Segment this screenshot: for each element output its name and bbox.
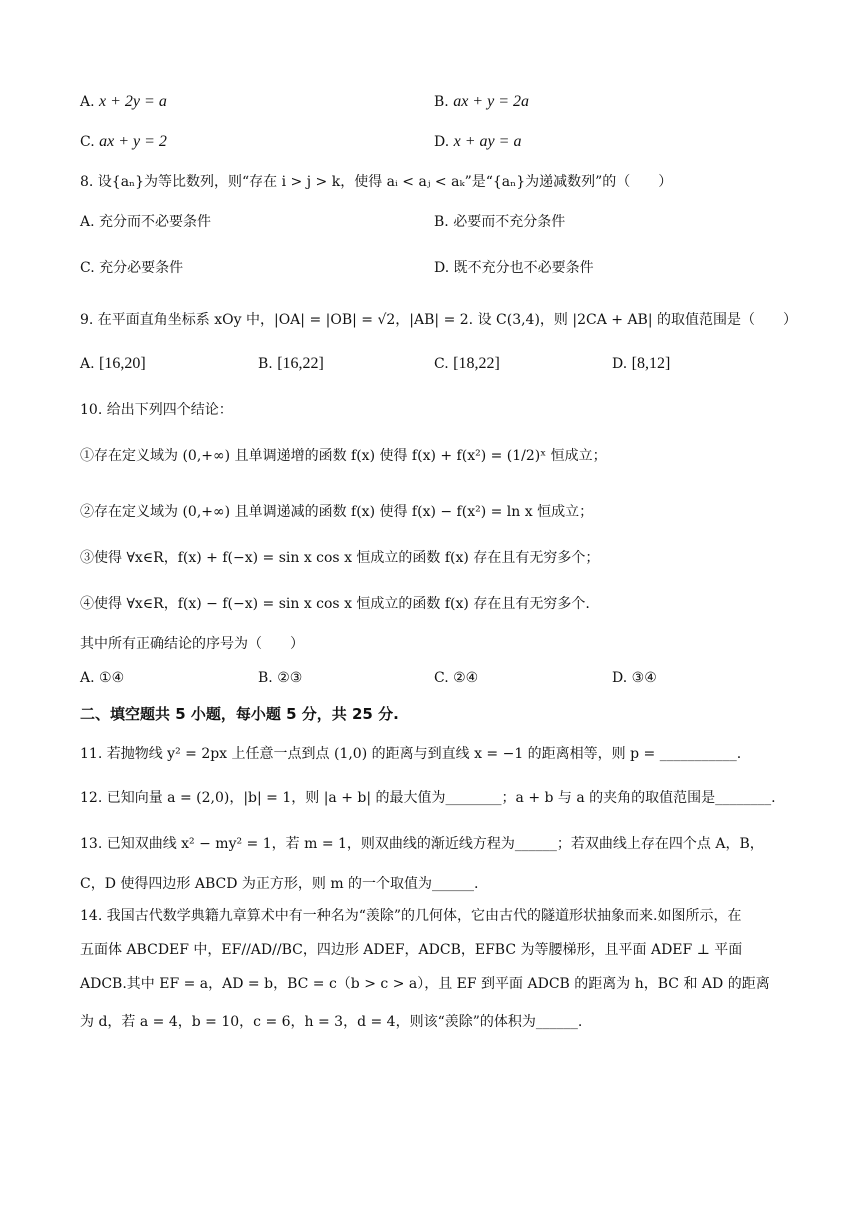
q10-item-1: ①存在定义域为 (0,+∞) 且单调递增的函数 f(x) 使得 f(x) + f(x²) = (1/2)ˣ 恒成立；: [80, 448, 607, 464]
q11-text: 11. 若抛物线 y² = 2px 上任意一点到点 (1,0) 的距离与到直线 x = −1 的距离相等，则 p = ___________.: [80, 746, 742, 762]
q10-item-3: ③使得 ∀x∈R，f(x) + f(−x) = sin x cos x 恒成立的函数 f(x) 存在且有无穷多个；: [80, 550, 600, 566]
q14-line-3: ADCB.其中 EF = a，AD = b，BC = c（b > c > a），且 EF 到平面 ADCB 的距离为 h，BC 和 AD 的距离: [80, 976, 770, 992]
q9-stem: 9. 在平面直角坐标系 xOy 中，|OA| = |OB| = √2，|AB| = 2. 设 C(3,4)，则 |2CA + AB| 的取值范围是（ ）: [80, 312, 798, 328]
q12-text: 12. 已知向量 a = (2,0)，|b| = 1，则 |a + b| 的最大值为________；a + b 与 a 的夹角的取值范围是________.: [80, 790, 776, 806]
q7-option-c: C. ax + y = 2: [80, 133, 167, 150]
q10-option-c: C. ②④: [434, 670, 479, 686]
q7-option-a: A. x + 2y = a: [80, 93, 167, 110]
q9-option-c: C. [18,22]: [434, 355, 500, 372]
q13-line-1: 13. 已知双曲线 x² − my² = 1，若 m = 1，则双曲线的渐近线方程为______；若双曲线上存在四个点 A，B，: [80, 836, 764, 852]
q7-option-b: B. ax + y = 2a: [434, 93, 529, 110]
q10-stem: 10. 给出下列四个结论：: [80, 402, 233, 418]
section-heading: 二、填空题共 5 小题，每小题 5 分，共 25 分.: [80, 705, 399, 723]
q14-line-4: 为 d，若 a = 4，b = 10，c = 6，h = 3，d = 4，则该“羡除”的体积为______.: [80, 1014, 583, 1030]
q8-option-a: A. 充分而不必要条件: [80, 214, 212, 230]
q10-item-4: ④使得 ∀x∈R，f(x) − f(−x) = sin x cos x 恒成立的函数 f(x) 存在且有无穷多个.: [80, 596, 590, 612]
q10-option-a: A. ①④: [80, 670, 125, 686]
q7-option-d: D. x + ay = a: [434, 133, 522, 150]
q8-option-d: D. 既不充分也不必要条件: [434, 260, 594, 276]
q9-option-d: D. [8,12]: [612, 355, 671, 372]
q10-item-2: ②存在定义域为 (0,+∞) 且单调递减的函数 f(x) 使得 f(x) − f(x²) = ln x 恒成立；: [80, 504, 594, 520]
q8-option-c: C. 充分必要条件: [80, 260, 184, 276]
q9-option-a: A. [16,20]: [80, 355, 146, 372]
q9-option-b: B. [16,22]: [258, 355, 324, 372]
q13-line-2: C，D 使得四边形 ABCD 为正方形，则 m 的一个取值为______.: [80, 876, 479, 892]
q8-option-b: B. 必要而不充分条件: [434, 214, 566, 230]
q10-option-d: D. ③④: [612, 670, 657, 686]
q14-line-2: 五面体 ABCDEF 中，EF//AD//BC，四边形 ADEF，ADCB，EFBC 为等腰梯形，且平面 ADEF ⊥ 平面: [80, 942, 743, 958]
q14-line-1: 14. 我国古代数学典籍九章算术中有一种名为“羡除”的几何体，它由古代的隧道形状抽象而来.如图所示，在: [80, 908, 742, 924]
q8-stem: 8. 设{aₙ}为等比数列，则“存在 i > j > k，使得 aᵢ < aⱼ < aₖ”是“{aₙ}为递减数列”的（ ）: [80, 174, 673, 190]
q10-question: 其中所有正确结论的序号为（ ）: [80, 636, 304, 652]
q10-option-b: B. ②③: [258, 670, 303, 686]
